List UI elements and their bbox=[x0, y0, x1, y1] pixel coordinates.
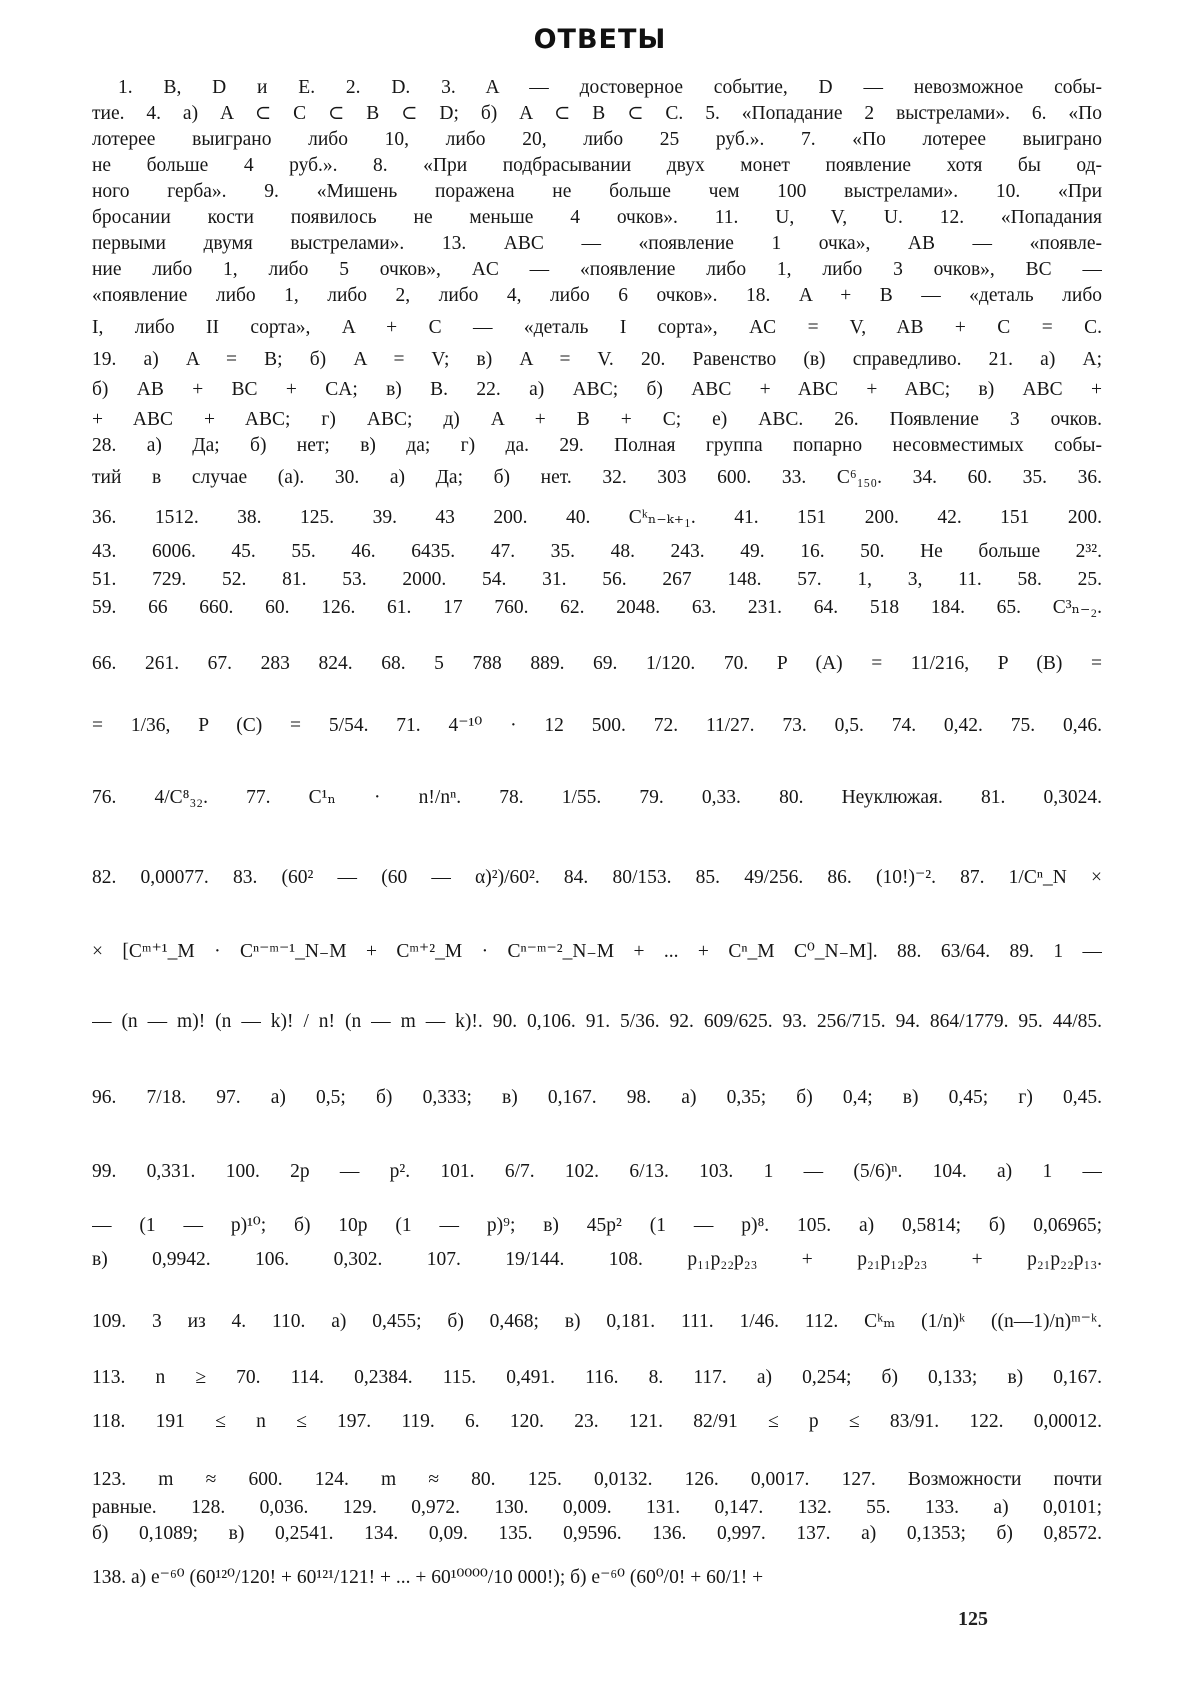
answer-line: не больше 4 руб.». 8. «При подбрасывании двух монет появление хотя бы од- bbox=[92, 156, 1102, 176]
answer-line: 113. n ≥ 70. 114. 0,2384. 115. 0,491. 116. 8. 117. а) 0,254; б) 0,133; в) 0,167. bbox=[92, 1367, 1102, 1388]
answer-line: бросании кости появилось не меньше 4 очков». 11. U, V, U. 12. «Попадания bbox=[92, 208, 1102, 228]
answer-line: + ABC + ABC; г) ABC; д) A + B + C; е) ABC. 26. Появление 3 очков. bbox=[92, 410, 1102, 430]
answer-line: лотерее выиграно либо 10, либо 20, либо 25 руб.». 7. «По лотерее выиграно bbox=[92, 130, 1102, 150]
answer-line: 1. B, D и E. 2. D. 3. A — достоверное событие, D — невозможное собы- bbox=[118, 78, 1102, 98]
answer-line: 123. m ≈ 600. 124. m ≈ 80. 125. 0,0132. 126. 0,0017. 127. Возможности почти bbox=[92, 1469, 1102, 1490]
answer-line: 96. 7/18. 97. а) 0,5; б) 0,333; в) 0,167. 98. а) 0,35; б) 0,4; в) 0,45; г) 0,45. bbox=[92, 1087, 1102, 1108]
answer-line: 118. 191 ≤ n ≤ 197. 119. 6. 120. 23. 121. 82/91 ≤ p ≤ 83/91. 122. 0,00012. bbox=[92, 1411, 1102, 1432]
answer-line: тие. 4. а) A ⊂ C ⊂ B ⊂ D; б) A ⊂ B ⊂ C. 5. «Попадание 2 выстрелами». 6. «По bbox=[92, 104, 1102, 124]
answer-line: 51. 729. 52. 81. 53. 2000. 54. 31. 56. 267 148. 57. 1, 3, 11. 58. 25. bbox=[92, 570, 1102, 590]
answer-line: 82. 0,00077. 83. (60² — (60 — α)²)/60². 84. 80/153. 85. 49/256. 86. (10!)⁻². 87. 1/Cⁿ_N × bbox=[92, 867, 1102, 888]
page-heading: ОТВЕТЫ bbox=[533, 24, 667, 55]
answer-line: 59. 66 660. 60. 126. 61. 17 760. 62. 2048. 63. 231. 64. 518 184. 65. C³ₙ₋₂. bbox=[92, 598, 1102, 618]
answer-line: I, либо II сорта», A + C — «деталь I сорта», AC = V, AB + C = C. bbox=[92, 317, 1102, 338]
answer-line: × [Cᵐ⁺¹_M · Cⁿ⁻ᵐ⁻¹_N₋M + Cᵐ⁺²_M · Cⁿ⁻ᵐ⁻²_N₋M + ... + Cⁿ_M C⁰_N₋M]. 88. 63/64. 89. 1 — bbox=[92, 941, 1102, 962]
answer-line: в) 0,9942. 106. 0,302. 107. 19/144. 108. p₁₁p₂₂p₂₃ + p₂₁p₁₂p₂₃ + p₂₁p₂₂p₁₃. bbox=[92, 1249, 1102, 1270]
answer-line: тий в случае (а). 30. а) Да; б) нет. 32. 303 600. 33. C⁶₁₅₀. 34. 60. 35. 36. bbox=[92, 467, 1102, 488]
answer-line: б) AB + BC + CA; в) B. 22. а) ABC; б) ABC + ABC + ABC; в) ABC + bbox=[92, 380, 1102, 400]
answer-line: равные. 128. 0,036. 129. 0,972. 130. 0,009. 131. 0,147. 132. 55. 133. а) 0,0101; bbox=[92, 1498, 1102, 1518]
answer-line: 109. 3 из 4. 110. а) 0,455; б) 0,468; в) 0,181. 111. 1/46. 112. Cᵏₘ (1/n)ᵏ ((n—1)/n)ᵐ⁻ᵏ. bbox=[92, 1311, 1102, 1332]
answer-line: ного герба». 9. «Мишень поражена не больше чем 100 выстрелами». 10. «При bbox=[92, 182, 1102, 202]
answer-line: ние либо 1, либо 5 очков», AC — «появление либо 1, либо 3 очков», BC — bbox=[92, 260, 1102, 280]
answer-line: — (n — m)! (n — k)! / n! (n — m — k)!. 90. 0,106. 91. 5/36. 92. 609/625. 93. 256/715. 94. 864/1779. 95. 44/85. bbox=[92, 1011, 1102, 1032]
answer-line: «появление либо 1, либо 2, либо 4, либо 6 очков». 18. A + B — «деталь либо bbox=[92, 286, 1102, 306]
answer-line: 28. а) Да; б) нет; в) да; г) да. 29. Полная группа попарно несовместимых собы- bbox=[92, 436, 1102, 456]
answer-line: 138. а) e⁻⁶⁰ (60¹²⁰/120! + 60¹²¹/121! + ... + 60¹⁰⁰⁰⁰/10 000!); б) e⁻⁶⁰ (60⁰/0! + 60/1! + bbox=[92, 1567, 764, 1588]
answer-line: 43. 6006. 45. 55. 46. 6435. 47. 35. 48. 243. 49. 16. 50. Не больше 2³². bbox=[92, 542, 1102, 562]
answer-line: 99. 0,331. 100. 2p — p². 101. 6/7. 102. 6/13. 103. 1 — (5/6)ⁿ. 104. а) 1 — bbox=[92, 1161, 1102, 1182]
answer-line: = 1/36, P (C) = 5/54. 71. 4⁻¹⁰ · 12 500. 72. 11/27. 73. 0,5. 74. 0,42. 75. 0,46. bbox=[92, 715, 1102, 736]
answer-line: — (1 — p)¹⁰; б) 10p (1 — p)⁹; в) 45p² (1 — p)⁸. 105. а) 0,5814; б) 0,06965; bbox=[92, 1216, 1102, 1236]
answer-line: 36. 1512. 38. 125. 39. 43 200. 40. Cᵏₙ₋ₖ₊₁. 41. 151 200. 42. 151 200. bbox=[92, 507, 1102, 528]
answer-line: 19. а) A = B; б) A = V; в) A = V. 20. Равенство (в) справедливо. 21. а) A; bbox=[92, 350, 1102, 370]
answer-line: б) 0,1089; в) 0,2541. 134. 0,09. 135. 0,9596. 136. 0,997. 137. а) 0,1353; б) 0,8572. bbox=[92, 1524, 1102, 1544]
answer-line: первыми двумя выстрелами». 13. ABC — «появление 1 очка», AB — «появле- bbox=[92, 234, 1102, 254]
answer-line: 66. 261. 67. 283 824. 68. 5 788 889. 69. 1/120. 70. P (A) = 11/216, P (B) = bbox=[92, 653, 1102, 674]
page-number: 125 bbox=[958, 1608, 988, 1630]
answers-text bbox=[92, 78, 1102, 1608]
answer-line: 76. 4/C⁸₃₂. 77. C¹ₙ · n!/nⁿ. 78. 1/55. 79. 0,33. 80. Неуклюжая. 81. 0,3024. bbox=[92, 787, 1102, 808]
